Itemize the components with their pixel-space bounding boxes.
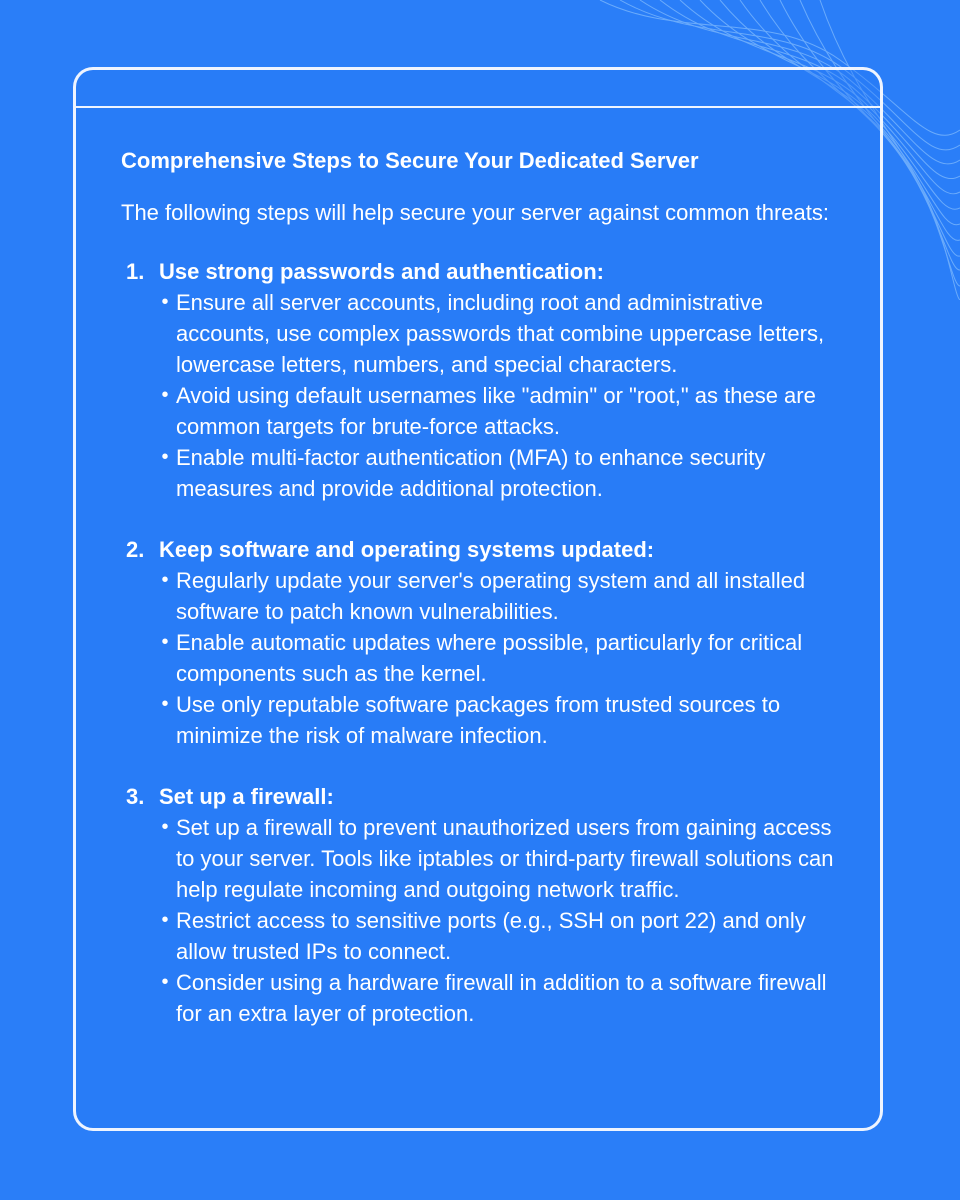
bullet-list bbox=[121, 287, 851, 504]
step-number: 3. bbox=[126, 784, 145, 809]
bullet-item bbox=[154, 812, 851, 905]
bullet-dot-icon: • bbox=[161, 631, 169, 653]
bullet-list bbox=[121, 812, 851, 1029]
bullet-item bbox=[154, 287, 851, 380]
step-number: 2. bbox=[126, 537, 145, 562]
bullet-dot-icon: • bbox=[161, 909, 169, 931]
step-heading bbox=[121, 256, 851, 287]
bullet-item bbox=[154, 905, 851, 967]
card-header-divider bbox=[76, 106, 880, 108]
bullet-dot-icon: • bbox=[161, 816, 169, 838]
bullet-text: Avoid using default usernames like "admin" or "root," as these are common targets for brute-force attacks. bbox=[176, 383, 816, 439]
bullet-dot-icon: • bbox=[161, 446, 169, 468]
content-card bbox=[73, 67, 883, 1131]
bullet-dot-icon: • bbox=[161, 291, 169, 313]
step-heading bbox=[121, 781, 851, 812]
bullet-dot-icon: • bbox=[161, 693, 169, 715]
bullet-dot-icon: • bbox=[161, 384, 169, 406]
bullet-dot-icon: • bbox=[161, 971, 169, 993]
step-title: Keep software and operating systems updated: bbox=[159, 537, 655, 562]
step-heading bbox=[121, 534, 851, 565]
bullet-dot-icon: • bbox=[161, 569, 169, 591]
bullet-item bbox=[154, 380, 851, 442]
article-title: Comprehensive Steps to Secure Your Dedicated Server bbox=[121, 148, 699, 173]
bullet-text: Set up a firewall to prevent unauthorized users from gaining access to your server. Tools like iptables or third-party firewall solutions can help regulate incoming and outgoing network traffic. bbox=[176, 815, 834, 902]
steps-list bbox=[121, 256, 851, 1029]
bullet-text: Regularly update your server's operating system and all installed software to patch known vulnerabilities. bbox=[176, 568, 806, 624]
bullet-item bbox=[154, 442, 851, 504]
step-title: Set up a firewall: bbox=[159, 784, 334, 809]
step-item bbox=[121, 781, 851, 1029]
bullet-item bbox=[154, 627, 851, 689]
bullet-text: Use only reputable software packages from trusted sources to minimize the risk of malware infection. bbox=[176, 692, 781, 748]
bullet-list bbox=[121, 565, 851, 751]
article-content bbox=[121, 146, 851, 1059]
bullet-text: Ensure all server accounts, including root and administrative accounts, use complex passwords that combine uppercase letters, lowercase letters, numbers, and special characters. bbox=[176, 290, 825, 377]
bullet-item bbox=[154, 565, 851, 627]
bullet-text: Consider using a hardware firewall in addition to a software firewall for an extra layer of protection. bbox=[176, 970, 827, 1026]
step-item bbox=[121, 256, 851, 504]
step-item bbox=[121, 534, 851, 751]
bullet-item bbox=[154, 689, 851, 751]
bullet-item bbox=[154, 967, 851, 1029]
step-title: Use strong passwords and authentication: bbox=[159, 259, 604, 284]
step-number: 1. bbox=[126, 259, 145, 284]
bullet-text: Restrict access to sensitive ports (e.g., SSH on port 22) and only allow trusted IPs to connect. bbox=[176, 908, 806, 964]
bullet-text: Enable automatic updates where possible, particularly for critical components such as the kernel. bbox=[176, 630, 803, 686]
article-intro: The following steps will help secure your server against common threats: bbox=[121, 200, 829, 225]
bullet-text: Enable multi-factor authentication (MFA) to enhance security measures and provide additional protection. bbox=[176, 445, 766, 501]
